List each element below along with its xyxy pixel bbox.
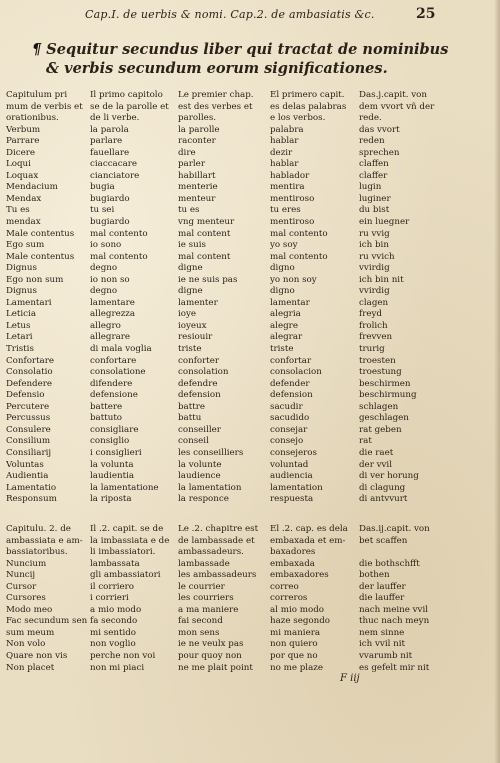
word-entry: die lauffer — [359, 593, 405, 604]
word-entry: embaxada — [270, 558, 315, 569]
word-entry: sum meum — [6, 627, 55, 638]
word-entry: dezir — [270, 147, 293, 158]
word-entry: correros — [270, 593, 308, 604]
word-entry: bothen — [359, 570, 390, 581]
word-entry: geschlagen — [359, 413, 409, 424]
title-line-2 — [32, 59, 472, 78]
word-entry: Le .2. chapitre est — [178, 524, 259, 534]
word-entry: por que no — [270, 651, 318, 662]
word-entry: tu eres — [270, 205, 301, 216]
word-entry: bugiardo — [90, 217, 130, 228]
word-entry: degno — [90, 263, 118, 274]
word-entry: mon sens — [178, 627, 220, 638]
word-entry: sacudido — [270, 413, 310, 424]
word-entry: parlare — [90, 136, 123, 147]
word-entry: alegria — [270, 309, 301, 320]
word-entry: Fac secundum sen — [6, 616, 88, 627]
word-entry: embaxada et em- — [270, 535, 346, 546]
word-entry: Mendax — [6, 193, 42, 204]
word-entry: dem vvort vñ der — [359, 101, 435, 112]
word-entry: parolles. — [178, 113, 217, 124]
word-entry: Voluntas — [6, 459, 44, 470]
word-entry: non voglio — [90, 639, 136, 650]
word-entry: der lauffer — [359, 581, 406, 592]
word-entry: mi maniera — [270, 627, 321, 638]
word-entry: raconter — [178, 136, 216, 147]
word-entry: Lamentatio — [6, 482, 57, 493]
word-entry: hablador — [270, 170, 310, 181]
word-entry: battre — [178, 401, 206, 412]
word-entry: Loqui — [6, 159, 31, 170]
word-entry: es delas palabras — [270, 101, 347, 112]
word-entry: la imbassiata e de — [90, 535, 170, 546]
word-entry: die bothschfft — [359, 558, 420, 569]
word-entry: la volunta — [90, 459, 134, 470]
word-entry: frevven — [359, 332, 393, 343]
word-entry: defendre — [178, 378, 218, 389]
word-entry: la lamentation — [178, 482, 242, 493]
word-entry: a ma maniere — [178, 604, 239, 615]
word-entry: Modo meo — [6, 604, 53, 615]
word-entry: lugin — [359, 182, 382, 193]
word-entry: ich bin nit — [359, 274, 404, 285]
word-entry: mal contento — [270, 228, 328, 239]
word-entry: i corrieri — [90, 593, 129, 604]
word-entry: resiouir — [178, 332, 213, 343]
word-entry: la riposta — [90, 494, 132, 505]
word-entry: Das.j.capit. von — [359, 90, 427, 100]
latin-column-chapter-2 — [6, 524, 88, 674]
word-entry: la parola — [90, 124, 129, 135]
word-entry: consejo — [270, 436, 304, 447]
word-entry: Consilium — [6, 436, 51, 447]
word-entry: e los verbos. — [270, 113, 326, 124]
word-entry: rat geben — [359, 424, 402, 435]
word-entry: triste — [178, 344, 202, 355]
french-column-chapter-2 — [178, 524, 270, 674]
word-entry: Parrare — [6, 136, 40, 147]
word-entry: la responce — [178, 494, 229, 505]
word-entry: nach meine vvil — [359, 604, 429, 615]
word-entry: Consulere — [6, 424, 51, 435]
word-entry: consiglio — [90, 436, 130, 447]
word-entry: troestung — [359, 367, 402, 378]
word-entry: clagen — [359, 297, 389, 308]
word-entry: habillart — [178, 170, 216, 181]
word-entry: ne me plait point — [178, 662, 253, 673]
word-entry: Il .2. capit. se de — [90, 524, 164, 534]
word-entry: ie ne veulx pas — [178, 639, 244, 650]
word-entry: digne — [178, 263, 203, 274]
word-entry: Male contentus — [6, 228, 75, 239]
word-entry: la parolle — [178, 124, 220, 135]
word-entry: consigliare — [90, 424, 139, 435]
word-entry: beschirmung — [359, 390, 417, 401]
word-entry: ie suis — [178, 240, 206, 251]
word-entry: al mio modo — [270, 604, 324, 615]
word-entry: Dicere — [6, 147, 36, 158]
word-entry: ambassiata e am- — [6, 535, 83, 546]
word-entry: conforter — [178, 355, 220, 366]
word-entry: il corriero — [90, 581, 135, 592]
word-entry: Percutere — [6, 401, 50, 412]
word-entry: Tristis — [6, 344, 34, 355]
word-entry: allegrezza — [90, 309, 136, 320]
word-entry: mal contento — [90, 228, 148, 239]
word-entry: mi sentido — [90, 627, 137, 638]
word-entry: du bist — [359, 205, 390, 216]
word-entry: mal contento — [90, 251, 148, 262]
word-entry: das vvort — [359, 124, 400, 135]
word-entry: schlagen — [359, 401, 399, 412]
word-entry: sprechen — [359, 147, 400, 158]
word-entry: digno — [270, 286, 295, 297]
word-entry: Percussus — [6, 413, 51, 424]
word-entry: freyd — [359, 309, 382, 320]
word-entry: hablar — [270, 136, 299, 147]
word-entry: digne — [178, 286, 203, 297]
word-entry: ioyeux — [178, 320, 207, 331]
word-entry: El primero capit. — [270, 90, 345, 100]
word-entry: mendax — [6, 217, 41, 228]
word-entry: mentiroso — [270, 217, 315, 228]
word-entry: gli ambassiatori — [90, 570, 161, 581]
word-entry: Dignus — [6, 286, 37, 297]
word-entry: Defendere — [6, 378, 53, 389]
title-text-2: & verbis secundum eorum significationes. — [46, 60, 388, 77]
german-column-chapter-2 — [359, 524, 449, 674]
word-entry: luginer — [359, 193, 391, 204]
word-entry: Tu es — [6, 205, 30, 216]
word-entry: thuc nach meyn — [359, 616, 430, 627]
word-entry: battuto — [90, 413, 123, 424]
word-entry: vng menteur — [178, 217, 235, 228]
word-entry: alegrar — [270, 332, 303, 343]
word-entry: les conseilliers — [178, 447, 244, 458]
word-entry: Non placet — [6, 662, 55, 673]
word-entry: El .2. cap. es dela — [270, 524, 348, 534]
word-entry: troesten — [359, 355, 396, 366]
word-entry: est des verbes et — [178, 101, 253, 112]
word-entry: vvirdig — [359, 286, 390, 297]
word-entry: defension — [178, 390, 221, 401]
word-entry: i consiglieri — [90, 447, 142, 458]
word-entry: difendere — [90, 378, 133, 389]
word-entry: Nuncium — [6, 558, 47, 569]
word-entry: les ambassadeurs — [178, 570, 257, 581]
word-entry: non quiero — [270, 639, 318, 650]
word-entry: fai second — [178, 616, 223, 627]
word-entry: di antvvurt — [359, 494, 408, 505]
spanish-column — [270, 90, 358, 506]
word-entry: no me plaze — [270, 662, 323, 673]
word-entry: li imbassiatori. — [90, 547, 156, 558]
word-entry: ich vvil nit — [359, 639, 405, 650]
word-entry: sacudir — [270, 401, 303, 412]
word-entry: conseiller — [178, 424, 221, 435]
word-entry: la lamentatione — [90, 482, 159, 493]
word-entry: frolich — [359, 320, 388, 331]
german-column — [359, 90, 449, 506]
word-entry: degno — [90, 286, 118, 297]
latin-column — [6, 90, 88, 506]
word-entry: Audientia — [6, 471, 49, 482]
word-entry: Quare non vis — [6, 651, 68, 662]
word-entry: mal content — [178, 251, 231, 262]
word-entry: laudientia — [90, 471, 135, 482]
word-entry: lamentar — [270, 297, 310, 308]
word-entry: non mi piaci — [90, 662, 145, 673]
word-entry: defender — [270, 378, 310, 389]
word-entry: Ego non sum — [6, 274, 64, 285]
word-entry: Lamentari — [6, 297, 52, 308]
word-entry: di ver horung — [359, 471, 419, 482]
word-entry: di clagung — [359, 482, 406, 493]
word-entry: lamenter — [178, 297, 218, 308]
word-entry: fauellare — [90, 147, 130, 158]
word-entry: battere — [90, 401, 123, 412]
spanish-column-chapter-2 — [270, 524, 358, 674]
word-entry: laudience — [178, 471, 221, 482]
word-entry: mal content — [178, 228, 231, 239]
word-entry: Le premier chap. — [178, 90, 254, 100]
word-entry: claffer — [359, 170, 388, 181]
word-entry: yo soy — [270, 240, 298, 251]
italian-column-chapter-2 — [90, 524, 176, 674]
word-entry: tu es — [178, 205, 200, 216]
word-entry: consejeros — [270, 447, 317, 458]
word-entry: bet scaffen — [359, 535, 408, 546]
folio-number: 25 — [416, 6, 436, 22]
word-entry: lamentation — [270, 482, 323, 493]
word-entry: Ego sum — [6, 240, 45, 251]
word-entry: ie ne suis pas — [178, 274, 238, 285]
word-entry: audiencia — [270, 471, 313, 482]
word-entry: Cursor — [6, 581, 37, 592]
word-entry: battu — [178, 413, 202, 424]
word-entry: menterie — [178, 182, 218, 193]
word-entry: lambassade — [178, 558, 230, 569]
word-entry: mal contento — [270, 251, 328, 262]
word-entry: Consiliarij — [6, 447, 52, 458]
word-entry: Capitulu. 2. de — [6, 524, 71, 534]
word-entry: nem sinne — [359, 627, 405, 638]
word-entry: hablar — [270, 159, 299, 170]
word-entry: parler — [178, 159, 205, 170]
word-entry: di mala voglia — [90, 344, 152, 355]
word-entry: bassiatoribus. — [6, 547, 68, 558]
word-entry: tu sei — [90, 205, 115, 216]
word-entry: les courriers — [178, 593, 234, 604]
word-entry: confortar — [270, 355, 312, 366]
word-entry: dire — [178, 147, 196, 158]
word-entry: embaxadores — [270, 570, 329, 581]
pilcrow-icon: ¶ — [32, 41, 42, 58]
word-entry: Mendacium — [6, 182, 58, 193]
word-entry: Responsum — [6, 494, 57, 505]
word-entry — [359, 547, 449, 559]
word-entry: ru vvig — [359, 228, 390, 239]
word-entry: Male contentus — [6, 251, 75, 262]
title-text-1: Sequitur secundus liber qui tractat de nominibus — [46, 41, 449, 58]
word-entry: der vvil — [359, 459, 392, 470]
title-line-1 — [32, 40, 472, 59]
word-entry: defension — [270, 390, 313, 401]
word-entry: es gefelt mir nit — [359, 662, 430, 673]
word-entry: allegrare — [90, 332, 131, 343]
word-entry: correo — [270, 581, 299, 592]
word-entry: a mio modo — [90, 604, 142, 615]
word-entry: Confortare — [6, 355, 55, 366]
word-entry: lamentare — [90, 297, 135, 308]
word-entry: fa secondo — [90, 616, 138, 627]
word-entry: ich bin — [359, 240, 389, 251]
word-entry: le courrier — [178, 581, 225, 592]
word-entry: Nuncij — [6, 570, 36, 581]
word-entry: haze segondo — [270, 616, 331, 627]
word-entry: mentira — [270, 182, 305, 193]
word-entry: consejar — [270, 424, 308, 435]
word-entry: cianciatore — [90, 170, 140, 181]
word-entry: voluntad — [270, 459, 309, 470]
word-entry: Das.ij.capit. von — [359, 524, 430, 534]
word-entry: io non so — [90, 274, 130, 285]
word-entry: ioye — [178, 309, 197, 320]
word-entry: trurig — [359, 344, 385, 355]
word-entry: confortare — [90, 355, 137, 366]
word-entry: digno — [270, 263, 295, 274]
word-entry: die raet — [359, 447, 394, 458]
word-entry: vvirdig — [359, 263, 390, 274]
word-entry: menteur — [178, 193, 216, 204]
word-entry: rede. — [359, 113, 382, 124]
word-entry: Letari — [6, 332, 33, 343]
word-entry: alegre — [270, 320, 298, 331]
word-entry: respuesta — [270, 494, 314, 505]
page-gutter-shadow — [494, 0, 500, 763]
signature-mark: F iij — [340, 673, 360, 684]
word-entry: Non volo — [6, 639, 46, 650]
word-entry: yo non soy — [270, 274, 317, 285]
word-entry: ambassadeurs. — [178, 547, 244, 558]
word-entry: mentiroso — [270, 193, 315, 204]
running-head: Cap.I. de uerbis & nomi. Cap.2. de ambasiatis &c. — [85, 8, 375, 21]
word-entry: orationibus. — [6, 113, 59, 124]
word-entry: Loquax — [6, 170, 39, 181]
french-column — [178, 90, 270, 506]
word-entry: ru vvich — [359, 251, 395, 262]
word-entry: baxadores — [270, 547, 316, 558]
word-entry: triste — [270, 344, 294, 355]
word-entry: beschirmen — [359, 378, 411, 389]
word-entry: Il primo capitolo — [90, 90, 163, 100]
word-entry: Leticia — [6, 309, 37, 320]
word-entry: Capitulum pri — [6, 90, 68, 100]
word-entry: de lambassade et — [178, 535, 255, 546]
word-entry: Verbum — [6, 124, 41, 135]
italian-column — [90, 90, 176, 506]
word-entry: palabra — [270, 124, 304, 135]
word-entry: mum de verbis et — [6, 101, 83, 112]
word-entry: conseil — [178, 436, 209, 447]
word-entry: perche non voi — [90, 651, 156, 662]
book-title — [32, 40, 472, 78]
word-entry: vvarumb nit — [359, 651, 413, 662]
word-entry: la volunte — [178, 459, 222, 470]
word-entry: lambassata — [90, 558, 140, 569]
word-entry: pour quoy non — [178, 651, 242, 662]
word-entry: rat — [359, 436, 372, 447]
word-entry: Defensio — [6, 390, 45, 401]
word-entry: de li verbe. — [90, 113, 140, 124]
word-entry: io sono — [90, 240, 122, 251]
word-entry: Dignus — [6, 263, 37, 274]
word-entry: claffen — [359, 159, 389, 170]
word-entry: consolation — [178, 367, 229, 378]
word-entry: consolacion — [270, 367, 322, 378]
word-entry: allegro — [90, 320, 121, 331]
word-entry: consolatione — [90, 367, 146, 378]
word-entry: ciaccacare — [90, 159, 138, 170]
word-entry: ein luegner — [359, 217, 410, 228]
word-entry: Letus — [6, 320, 31, 331]
word-entry: Consolatio — [6, 367, 53, 378]
word-entry: Cursores — [6, 593, 46, 604]
word-entry: reden — [359, 136, 385, 147]
word-entry: defensione — [90, 390, 138, 401]
word-entry: bugiardo — [90, 193, 130, 204]
word-entry: se de la parolle et — [90, 101, 169, 112]
word-entry: bugia — [90, 182, 115, 193]
